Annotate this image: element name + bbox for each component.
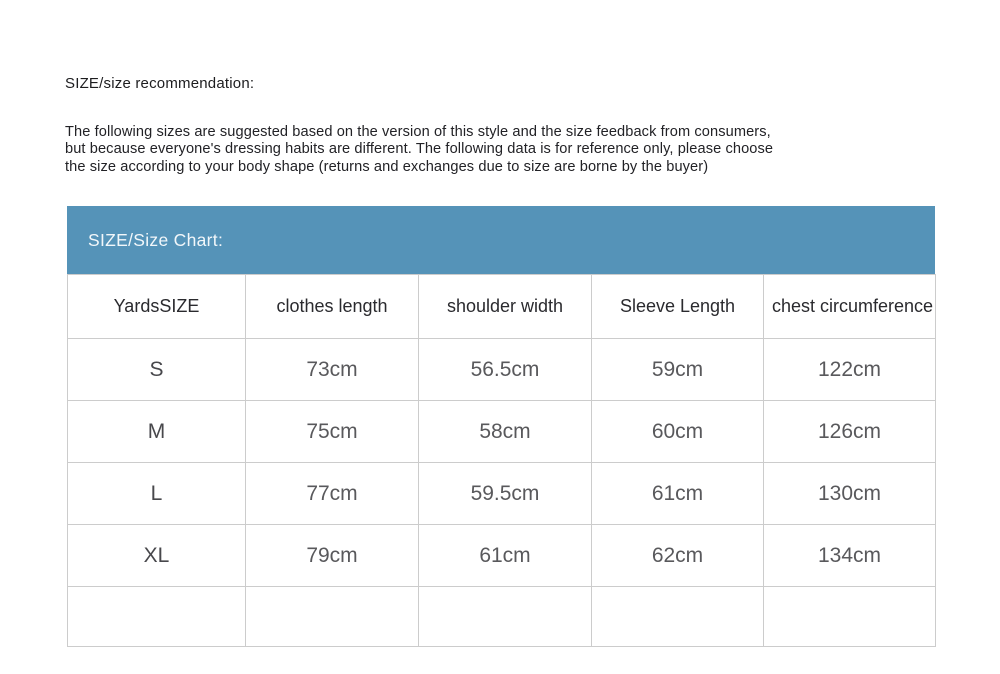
cell-sleeve-length: 62cm (592, 525, 764, 587)
empty-cell (246, 587, 419, 647)
cell-clothes-length: 77cm (246, 463, 419, 525)
size-chart-section (67, 206, 935, 647)
cell-size: L (68, 463, 246, 525)
cell-size: M (68, 401, 246, 463)
cell-shoulder-width: 61cm (419, 525, 592, 587)
empty-cell (68, 587, 246, 647)
cell-sleeve-length: 61cm (592, 463, 764, 525)
column-header-chest-circumference: chest circumference (764, 275, 936, 339)
cell-chest-circumference: 130cm (764, 463, 936, 525)
intro-line-2: but because everyone's dressing habits are different. The following data is for reference only, please choose (65, 141, 774, 158)
cell-shoulder-width: 59.5cm (419, 463, 592, 525)
size-recommendation-heading: SIZE/size recommendation: (65, 75, 255, 92)
cell-clothes-length: 73cm (246, 339, 419, 401)
cell-clothes-length: 75cm (246, 401, 419, 463)
column-header-size: YardsSIZE (68, 275, 246, 339)
cell-size: S (68, 339, 246, 401)
table-empty-row (68, 587, 936, 647)
size-recommendation-paragraph (65, 124, 945, 176)
intro-line-3: the size according to your body shape (returns and exchanges due to size are borne by the buyer) (65, 158, 709, 175)
cell-chest-circumference: 134cm (764, 525, 936, 587)
table-row-s (68, 339, 936, 401)
table-header-row (68, 275, 936, 339)
column-header-sleeve-length: Sleeve Length (592, 275, 764, 339)
size-chart-banner (67, 206, 935, 274)
empty-cell (419, 587, 592, 647)
empty-cell (592, 587, 764, 647)
cell-shoulder-width: 58cm (419, 401, 592, 463)
cell-sleeve-length: 59cm (592, 339, 764, 401)
empty-cell (764, 587, 936, 647)
cell-size: XL (68, 525, 246, 587)
table-row-m (68, 401, 936, 463)
table-row-xl (68, 525, 936, 587)
cell-chest-circumference: 122cm (764, 339, 936, 401)
size-chart-banner-title: SIZE/Size Chart: (88, 229, 224, 250)
cell-shoulder-width: 56.5cm (419, 339, 592, 401)
cell-clothes-length: 79cm (246, 525, 419, 587)
column-header-clothes-length: clothes length (246, 275, 419, 339)
intro-line-1: The following sizes are suggested based on the version of this style and the size feedback from consumers, (65, 124, 771, 140)
cell-chest-circumference: 126cm (764, 401, 936, 463)
cell-sleeve-length: 60cm (592, 401, 764, 463)
size-chart-table (67, 274, 936, 647)
table-row-l (68, 463, 936, 525)
column-header-shoulder-width: shoulder width (419, 275, 592, 339)
